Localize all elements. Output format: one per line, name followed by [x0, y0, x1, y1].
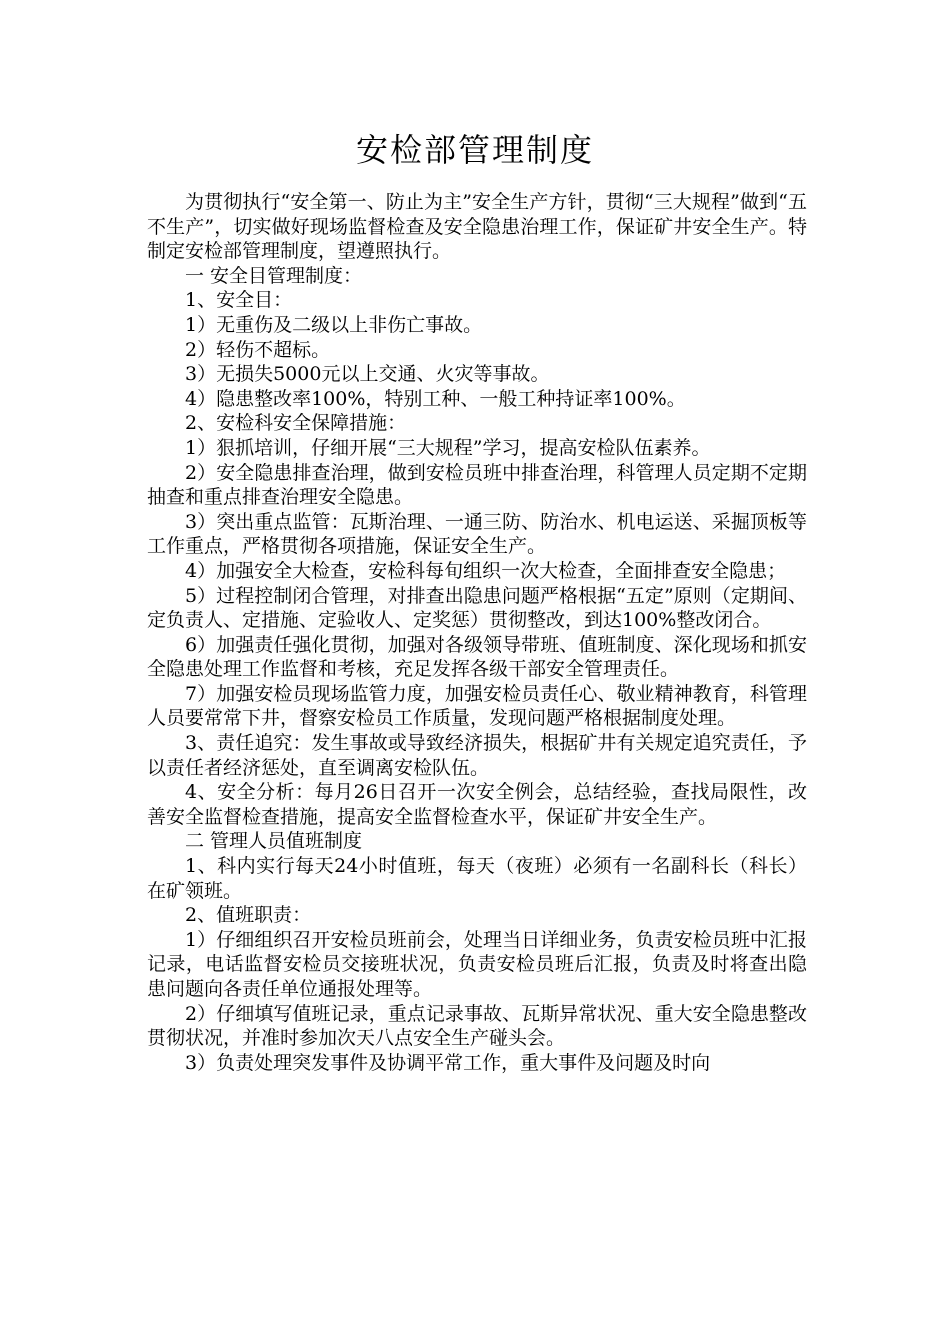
list-item: 1）狠抓培训，仔细开展“三大规程”学习，提高安检队伍素养。: [185, 436, 711, 459]
list-item: 3）突出重点监管：瓦斯治理、一通三防、防治水、机电运送、采掘顶板等工作重点，严格贯彻各项措施，保证安全生产。: [147, 510, 807, 558]
list-item: 6）加强责任强化贯彻，加强对各级领导带班、值班制度、深化现场和抓安全隐患处理工作监督和考核，充足发挥各级干部安全管理责任。: [147, 633, 807, 681]
section-heading-1: 一 安全目管理制度：: [185, 264, 363, 287]
list-item: 1）无重伤及二级以上非伤亡事故。: [185, 313, 483, 336]
list-item: 3）负责处理突发事件及协调平常工作，重大事件及问题及时向: [185, 1051, 711, 1074]
subsection-heading: 2、值班职责：: [185, 904, 312, 927]
list-item: 3）无损失5000元以上交通、火灾等事故。: [185, 363, 550, 386]
list-item: 2）仔细填写值班记录，重点记录事故、瓦斯异常状况、重大安全隐患整改贯彻状况，并准时参加次天八点安全生产碰头会。: [147, 1002, 807, 1050]
list-item: 7）加强安检员现场监管力度，加强安检员责任心、敬业精神教育，科管理人员要常常下井，督察安检员工作质量，发现问题严格根据制度处理。: [147, 682, 807, 730]
list-item: 2）轻伤不超标。: [185, 338, 331, 361]
list-item: 5）过程控制闭合管理，对排查出隐患问题严格根据“五定”原则（定期间、定负责人、定措施、定验收人、定奖惩）贯彻整改，到达100%整改闭合。: [147, 584, 807, 632]
section-heading-2: 二 管理人员值班制度: [185, 830, 363, 853]
subsection-paragraph: 3、责任追究：发生事故或导致经济损失，根据矿井有关规定追究责任，予以责任者经济惩处，直至调离安检队伍。: [147, 732, 807, 779]
list-item: 1）仔细组织召开安检员班前会，处理当日详细业务，负责安检员班中汇报记录，电话监督安检员交接班状况，负责安检员班后汇报，负责及时将查出隐患问题向各责任单位通报处理等。: [147, 928, 807, 1000]
subsection-heading: 1、安全目：: [185, 289, 293, 312]
subsection-paragraph: 4、安全分析：每月26日召开一次安全例会，总结经验，查找局限性，改善安全监督检查措施，提高安全监督检查水平，保证矿井安全生产。: [147, 781, 807, 828]
list-item: 4）加强安全大检查，安检科每旬组织一次大检查，全面排查安全隐患；: [185, 559, 787, 582]
subsection-paragraph: 1、科内实行每天24小时值班，每天（夜班）必须有一名副科长（科长）在矿领班。: [147, 855, 807, 902]
list-item: 2）安全隐患排查治理，做到安检员班中排查治理，科管理人员定期不定期抽查和重点排查治理安全隐患。: [147, 461, 807, 509]
intro-paragraph: 为贯彻执行“安全第一、防止为主”安全生产方针，贯彻“三大规程”做到“五不生产”，切实做好现场监督检查及安全隐患治理工作，保证矿井安全生产。特制定安检部管理制度，望遵照执行。: [147, 191, 807, 263]
document-body: [147, 190, 807, 1075]
list-item: 4）隐患整改率100%，特别工种、一般工种持证率100%。: [185, 387, 686, 410]
document-title: 安检部管理制度: [355, 131, 594, 169]
subsection-heading: 2、安检科安全保障措施：: [185, 412, 407, 435]
